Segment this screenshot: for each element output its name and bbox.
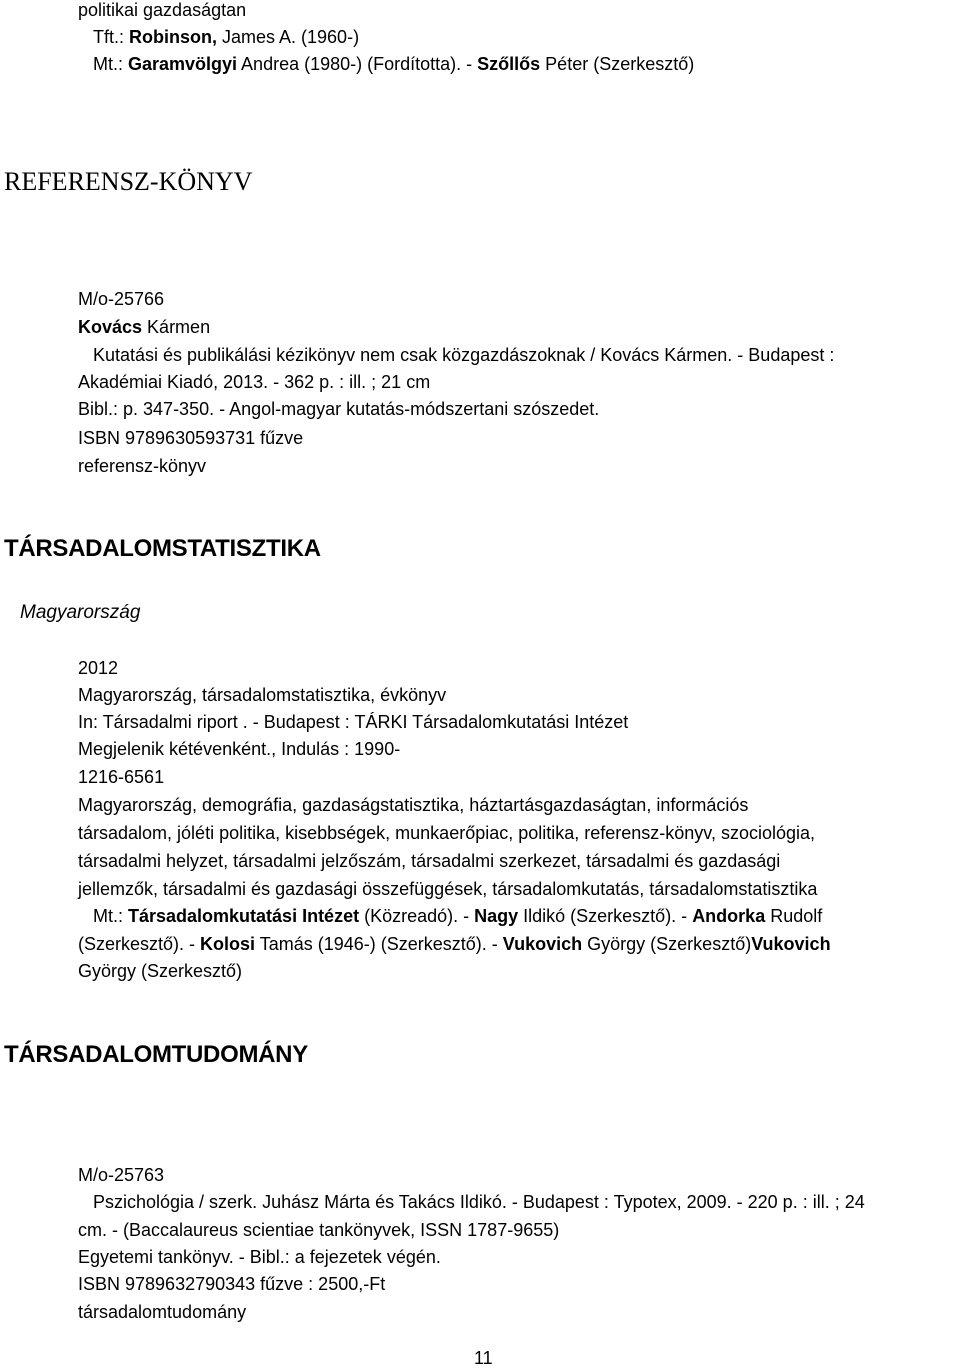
record-contributors-line-2: (Szerkesztő). - Kolosi Tamás (1946-) (Szerkesztő). - Vukovich György (Szerkesztő)Vukovich	[78, 934, 831, 954]
page-number: 11	[474, 1348, 493, 1368]
record-issn: 1216-6561	[78, 767, 165, 787]
record-subject-2: társadalomtudomány	[78, 1302, 247, 1322]
record-contributors-line-1: Mt.: Társadalomkutatási Intézet (Közreadó). - Nagy Ildikó (Szerkesztő). - Andorka Rudolf	[93, 906, 823, 926]
top-line-2: Tft.: Robinson, James A. (1960-)	[93, 27, 360, 47]
record-title-line-1-b: Pszichológia / szerk. Juhász Márta és Takács Ildikó. - Budapest : Typotex, 2009. - 220 p. : ill. ; 24	[93, 1192, 865, 1212]
record-isbn-2: ISBN 9789632790343 fűzve : 2500,-Ft	[78, 1274, 386, 1294]
record-author: Kovács Kármen	[78, 317, 211, 337]
record-id: M/o-25766	[78, 289, 165, 309]
record-title-line-2-b: cm. - (Baccalaureus scientiae tankönyvek, ISSN 1787-9655)	[78, 1220, 560, 1240]
record-subjects-line-1: Magyarország, demográfia, gazdaságstatisztika, háztartásgazdaságtan, információs	[78, 795, 749, 815]
record-subject: referensz-könyv	[78, 456, 207, 476]
record-subjects-line-2: társadalom, jóléti politika, kisebbségek, munkaerőpiac, politika, referensz-könyv, szociológia,	[78, 823, 816, 843]
record-keywords: Magyarország, társadalomstatisztika, évkönyv	[78, 685, 447, 705]
record-isbn: ISBN 9789630593731 fűzve	[78, 428, 304, 448]
record-id-2: M/o-25763	[78, 1165, 165, 1185]
top-line-1: politikai gazdaságtan	[78, 0, 247, 20]
section-heading-tarsadalomstatisztika: TÁRSADALOMSTATISZTIKA	[4, 535, 321, 562]
top-line-3: Mt.: Garamvölgyi Andrea (1980-) (Fordította). - Szőllős Péter (Szerkesztő)	[93, 54, 695, 74]
record-contributors-line-3: György (Szerkesztő)	[78, 961, 243, 981]
record-title-line-2: Akadémiai Kiadó, 2013. - 362 p. : ill. ; 21 cm	[78, 372, 431, 392]
record-subjects-line-3: társadalmi helyzet, társadalmi jelzőszám, társadalmi szerkezet, társadalmi és gazdasági	[78, 851, 781, 871]
section-heading-referensz: REFERENSZ-KÖNYV	[4, 167, 253, 196]
record-note-2: Egyetemi tankönyv. - Bibl.: a fejezetek végén.	[78, 1247, 441, 1267]
record-title-line-1: Kutatási és publikálási kézikönyv nem csak közgazdászoknak / Kovács Kármen. - Budapest :	[93, 345, 835, 365]
record-note: Bibl.: p. 347-350. - Angol-magyar kutatás-módszertani szószedet.	[78, 399, 600, 419]
record-frequency: Megjelenik kétévenként., Indulás : 1990-	[78, 739, 401, 759]
section-heading-tarsadalomtudomany: TÁRSADALOMTUDOMÁNY	[4, 1041, 308, 1068]
section-subheading: Magyarország	[20, 602, 141, 623]
record-in: In: Társadalmi riport . - Budapest : TÁRKI Társadalomkutatási Intézet	[78, 712, 629, 732]
record-year: 2012	[78, 658, 119, 678]
record-subjects-line-4: jellemzők, társadalmi és gazdasági összefüggések, társadalomkutatás, társadalomstatisztika	[78, 879, 818, 899]
